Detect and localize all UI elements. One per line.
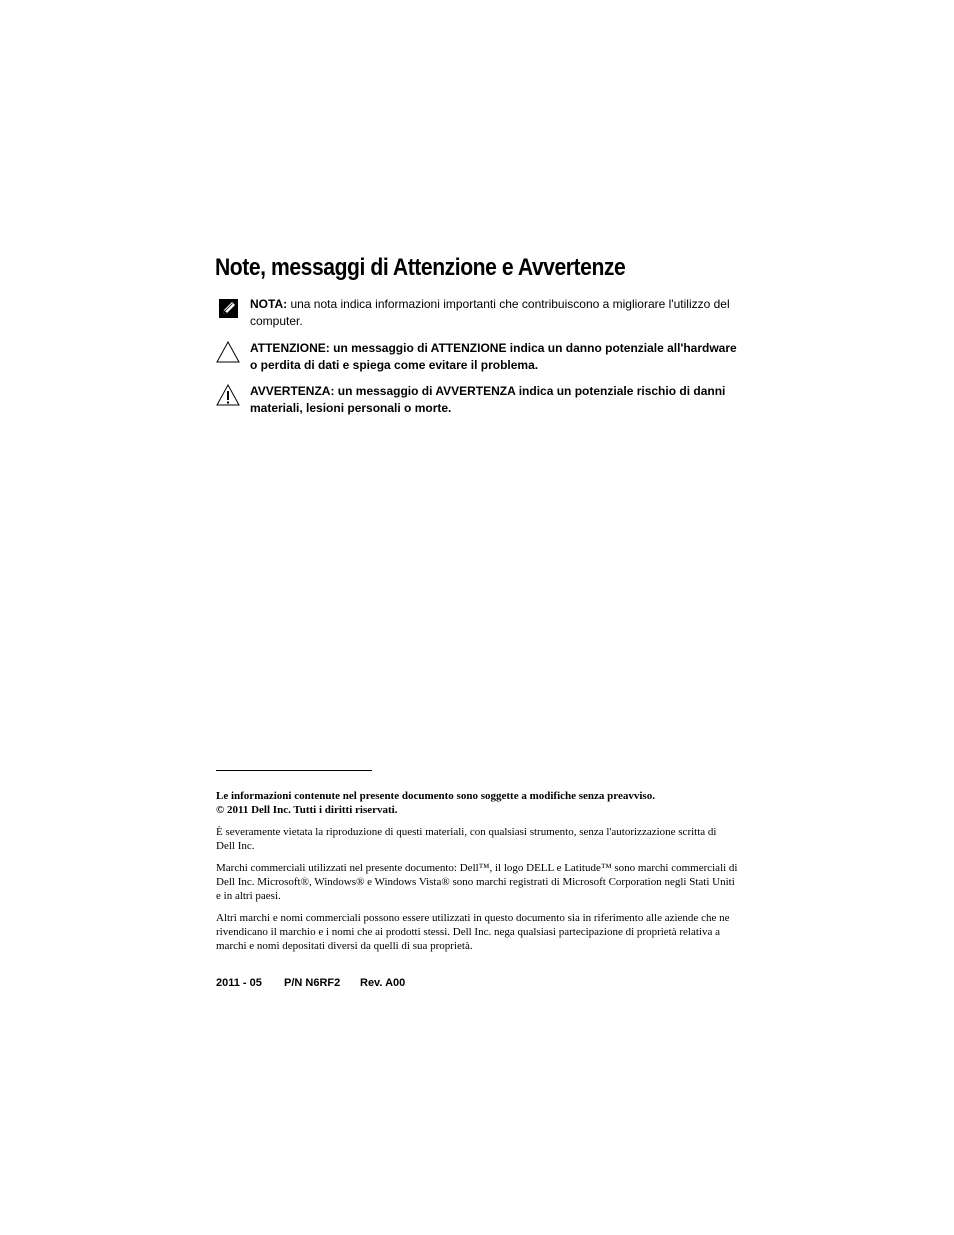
legal-header bbox=[216, 789, 738, 817]
footer-revision: Rev. A00 bbox=[360, 977, 406, 989]
note-body: una nota indica informazioni importanti che contribuiscono a migliorare l'utilizzo del computer. bbox=[250, 297, 730, 328]
footer-date: 2011 - 05 bbox=[216, 977, 262, 989]
warning-label: AVVERTENZA: bbox=[250, 384, 335, 398]
warning-exclamation-icon bbox=[215, 383, 241, 409]
warning-body: un messaggio di AVVERTENZA indica un potenziale rischio di danni materiali, lesioni personali o morte. bbox=[250, 384, 726, 415]
note-text bbox=[250, 296, 740, 330]
page-title: Note, messaggi di Attenzione e Avvertenze bbox=[215, 254, 626, 281]
other-trademarks-notice: Altri marchi e nomi commerciali possono essere utilizzati in questo documento sia in riferimento alle aziende che ne rivendicano il marchio e i nomi che ai prodotti stessi. Dell Inc. nega qualsiasi partecipazione di proprietà relativa a marchi e nomi depositati diversi da quelli di sua proprietà. bbox=[216, 912, 730, 952]
warning-text bbox=[250, 383, 740, 417]
reproduction-notice: È severamente vietata la riproduzione di questi materiali, con qualsiasi strumento, senza l'autorizzazione scritta di Dell Inc. bbox=[216, 826, 717, 852]
footer-part-number: P/N N6RF2 bbox=[284, 977, 341, 989]
trademarks-notice: Marchi commerciali utilizzati nel presente documento: Dell™, il logo DELL e Latitude™ sono marchi commerciali di Dell Inc. Microsoft®, Windows® e Windows Vista® sono marchi registrati di Microsoft Corporation negli Stati Uniti e in altri paesi. bbox=[216, 862, 738, 902]
note-label: NOTA: bbox=[250, 297, 288, 311]
caution-body: un messaggio di ATTENZIONE indica un danno potenziale all'hardware o perdita di dati e spiega come evitare il problema. bbox=[250, 341, 737, 372]
caution-label: ATTENZIONE: bbox=[250, 341, 330, 355]
pencil-note-icon bbox=[215, 296, 241, 322]
document-footer bbox=[216, 977, 405, 989]
caution-triangle-icon bbox=[215, 340, 241, 366]
legal-notice-block bbox=[216, 789, 738, 961]
caution-text bbox=[250, 340, 740, 374]
copyright-line: © 2011 Dell Inc. Tutti i diritti riservati. bbox=[216, 804, 398, 816]
footnote-divider bbox=[216, 770, 372, 771]
change-notice: Le informazioni contenute nel presente documento sono soggette a modifiche senza preavviso. bbox=[216, 790, 655, 802]
